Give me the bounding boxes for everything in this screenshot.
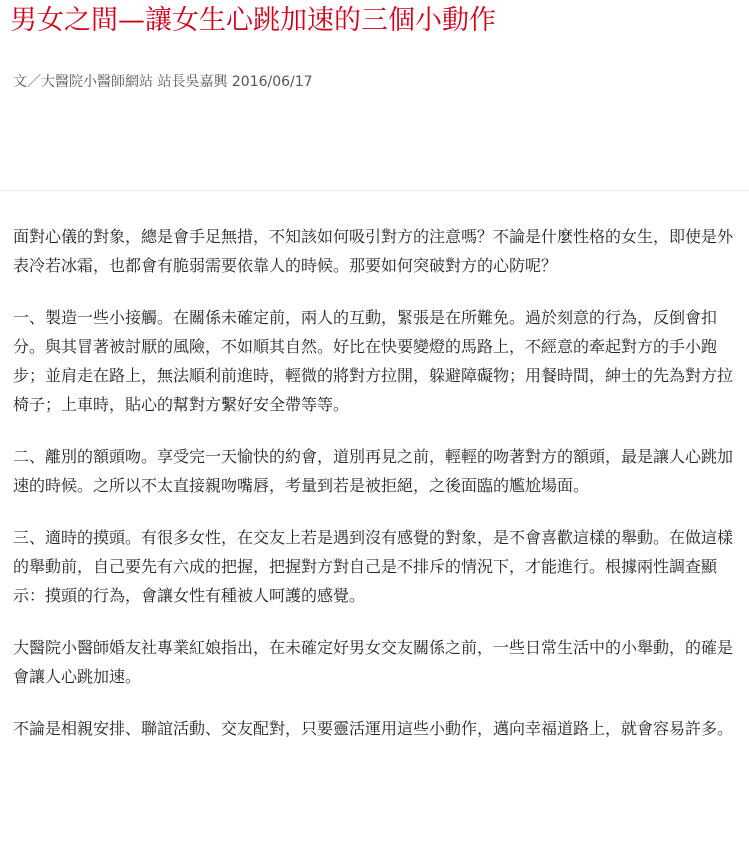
article-byline: 文／大醫院小醫師網站 站長吳嘉興 2016/06/17 (13, 74, 313, 90)
paragraph-point-one: 一、製造一些小接觸。在關係未確定前，兩人的互動，緊張是在所難免。過於刻意的行為，反倒會扣分。與其冒著被討厭的風險，不如順其自然。好比在快要變燈的馬路上，不經意的牽起對方的手小跑步；並肩走在路上，無法順利前進時，輕微的將對方拉開，躲避障礙物；用餐時間，紳士的先為對方拉椅子；上車時，貼心的幫對方繫好安全帶等等。 (13, 308, 734, 414)
header-divider (0, 190, 749, 191)
paragraph-point-two: 二、離別的額頭吻。享受完一天愉快的約會，道別再見之前，輕輕的吻著對方的額頭，最是讓人心跳加速的時候。之所以不太直接親吻嘴唇，考量到若是被拒絕，之後面臨的尷尬場面。 (13, 447, 734, 495)
paragraph-conclusion: 不論是相親安排、聯誼活動、交友配對，只要靈活運用這些小動作，邁向幸福道路上，就會容易許多。 (13, 719, 734, 738)
paragraph-point-three: 三、適時的摸頭。有很多女性，在交友上若是遇到沒有感覺的對象，是不會喜歡這樣的舉動。在做這樣的舉動前，自己要先有六成的把握，把握對方對自己是不排斥的情況下，才能進行。根據兩性調查顯示：摸頭的行為，會讓女性有種被人呵護的感覺。 (13, 528, 734, 605)
paragraph-matchmaker-note: 大醫院小醫師婚友社專業紅娘指出，在未確定好男女交友關係之前，一些日常生活中的小舉動，的確是會讓人心跳加速。 (13, 638, 734, 686)
article-body (13, 222, 740, 766)
paragraph-intro: 面對心儀的對象，總是會手足無措，不知該如何吸引對方的注意嗎？不論是什麼性格的女生，即使是外表冷若冰霜，也都會有脆弱需要依靠人的時候。那要如何突破對方的心防呢？ (13, 227, 734, 275)
article-title: 男女之間—讓女生心跳加速的三個小動作 (10, 5, 496, 36)
